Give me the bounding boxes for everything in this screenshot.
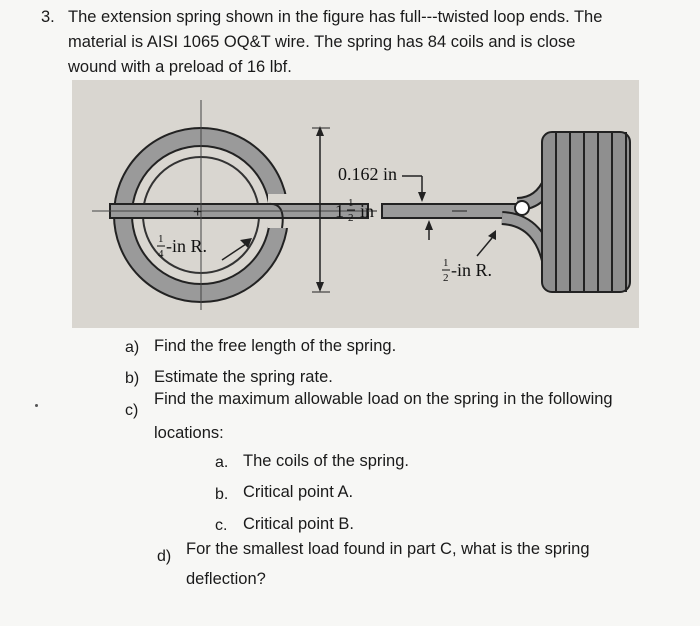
- stray-mark: [35, 404, 38, 407]
- question-line-1: The extension spring shown in the figure has full---twisted loop ends. The: [68, 8, 603, 26]
- question-number: 3.: [41, 8, 55, 26]
- spring-figure: [72, 80, 639, 328]
- svg-text:in: in: [360, 201, 375, 221]
- right-radius-label: [442, 257, 492, 284]
- svg-text:-in R.: -in R.: [451, 260, 493, 280]
- subpart-b-text: Critical point A.: [243, 483, 354, 501]
- part-d-text-line-2: deflection?: [186, 570, 266, 588]
- loop-wire: [110, 204, 368, 228]
- subpart-a-label: a.: [215, 454, 229, 471]
- part-b-text: Estimate the spring rate.: [154, 368, 333, 386]
- subpart-a-text: The coils of the spring.: [243, 452, 409, 470]
- svg-text:1: 1: [443, 257, 449, 269]
- svg-text:1: 1: [158, 233, 164, 245]
- center-mark: +: [193, 204, 203, 221]
- subpart-c-label: c.: [215, 517, 228, 534]
- part-d-label: d): [157, 548, 172, 565]
- part-c-text-line-2: locations:: [154, 424, 224, 442]
- subpart-c-text: Critical point B.: [243, 515, 354, 533]
- svg-text:1: 1: [335, 201, 344, 221]
- wire-diameter-label: 0.162 in: [338, 164, 398, 184]
- question-line-2: material is AISI 1065 OQ&T wire. The spring has 84 coils and is close: [68, 33, 576, 51]
- svg-text:2: 2: [443, 272, 449, 284]
- loop-diameter-label: [335, 197, 374, 224]
- part-c-label: c): [125, 402, 139, 419]
- subpart-b-label: b.: [215, 486, 229, 503]
- svg-text:4: 4: [158, 248, 164, 260]
- right-radius-arrow: [477, 230, 496, 256]
- part-a-text: Find the free length of the spring.: [154, 337, 397, 355]
- svg-text:1: 1: [348, 197, 354, 209]
- part-d-text-line-1: For the smallest load found in part C, what is the spring: [186, 540, 590, 558]
- spring-body: [382, 132, 630, 292]
- part-a-label: a): [125, 339, 140, 356]
- question-line-3: wound with a preload of 16 lbf.: [68, 58, 292, 76]
- svg-text:2: 2: [348, 212, 354, 224]
- left-radius-label: [157, 233, 207, 260]
- svg-text:-in R.: -in R.: [166, 236, 208, 256]
- part-b-label: b): [125, 370, 140, 387]
- part-c-text-line-1: Find the maximum allowable load on the spring in the following: [154, 390, 613, 408]
